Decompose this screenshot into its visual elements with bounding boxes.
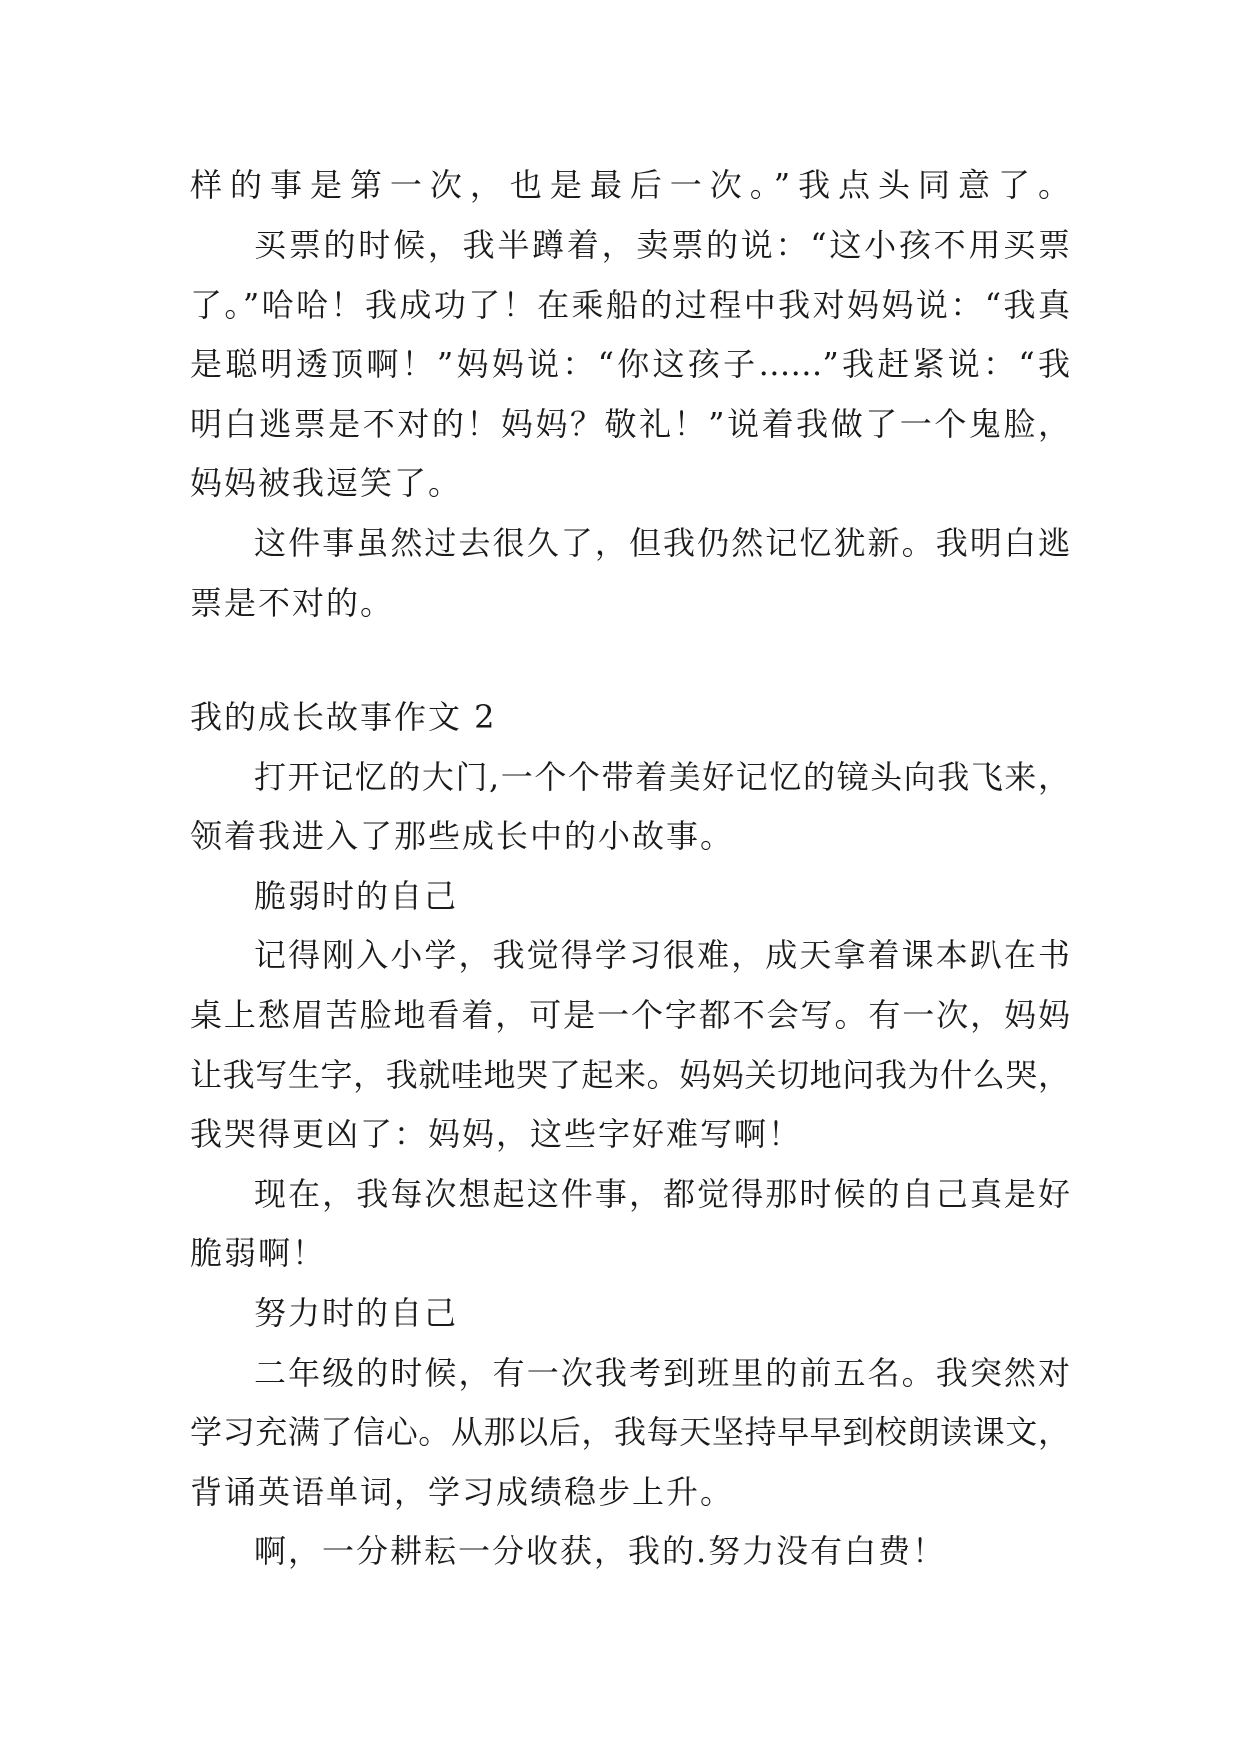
paragraph-line: 打开记忆的大门,一个个带着美好记忆的镜头向我飞来， (254, 758, 1070, 796)
paragraph-line: 这件事虽然过去很久了，但我仍然记忆犹新。我明白逃 (254, 524, 1070, 562)
paragraph-line: 明白逃票是不对的！妈妈？敬礼！”说着我做了一个鬼脸， (190, 405, 1070, 443)
paragraph-line: 脆弱啊！ (190, 1234, 327, 1272)
paragraph-line: 样的事是第一次，也是最后一次。”我点头同意了。 (190, 166, 1070, 204)
subheading: 努力时的自己 (254, 1294, 459, 1332)
paragraph-line: 我哭得更凶了：妈妈，这些字好难写啊！ (190, 1115, 803, 1153)
paragraph-line: 背诵英语单词，学习成绩稳步上升。 (190, 1473, 735, 1511)
paragraph-line: 了。”哈哈！我成功了！在乘船的过程中我对妈妈说：“我真 (190, 286, 1070, 324)
paragraph-line: 记得刚入小学，我觉得学习很难，成天拿着课本趴在书 (254, 936, 1070, 974)
paragraph-line: 买票的时候，我半蹲着，卖票的说：“这小孩不用买票 (254, 226, 1070, 264)
section-title: 我的成长故事作文 2 (190, 698, 497, 736)
paragraph-line: 是聪明透顶啊！”妈妈说：“你这孩子……”我赶紧说：“我 (190, 345, 1070, 383)
paragraph-line: 二年级的时候，有一次我考到班里的前五名。我突然对 (254, 1354, 1070, 1392)
paragraph-line: 啊，一分耕耘一分收获，我的.努力没有白费！ (254, 1532, 947, 1570)
subheading: 脆弱时的自己 (254, 877, 459, 915)
paragraph-line: 学习充满了信心。从那以后，我每天坚持早早到校朗读课文， (190, 1413, 1070, 1451)
paragraph-line: 领着我进入了那些成长中的小故事。 (190, 817, 735, 855)
paragraph-line: 让我写生字，我就哇地哭了起来。妈妈关切地问我为什么哭， (190, 1056, 1070, 1094)
paragraph-line: 桌上愁眉苦脸地看着，可是一个字都不会写。有一次，妈妈 (190, 996, 1070, 1034)
paragraph-line: 现在，我每次想起这件事，都觉得那时候的自己真是好 (254, 1175, 1070, 1213)
paragraph-line: 票是不对的。 (190, 584, 395, 622)
paragraph-line: 妈妈被我逗笑了。 (190, 464, 463, 502)
